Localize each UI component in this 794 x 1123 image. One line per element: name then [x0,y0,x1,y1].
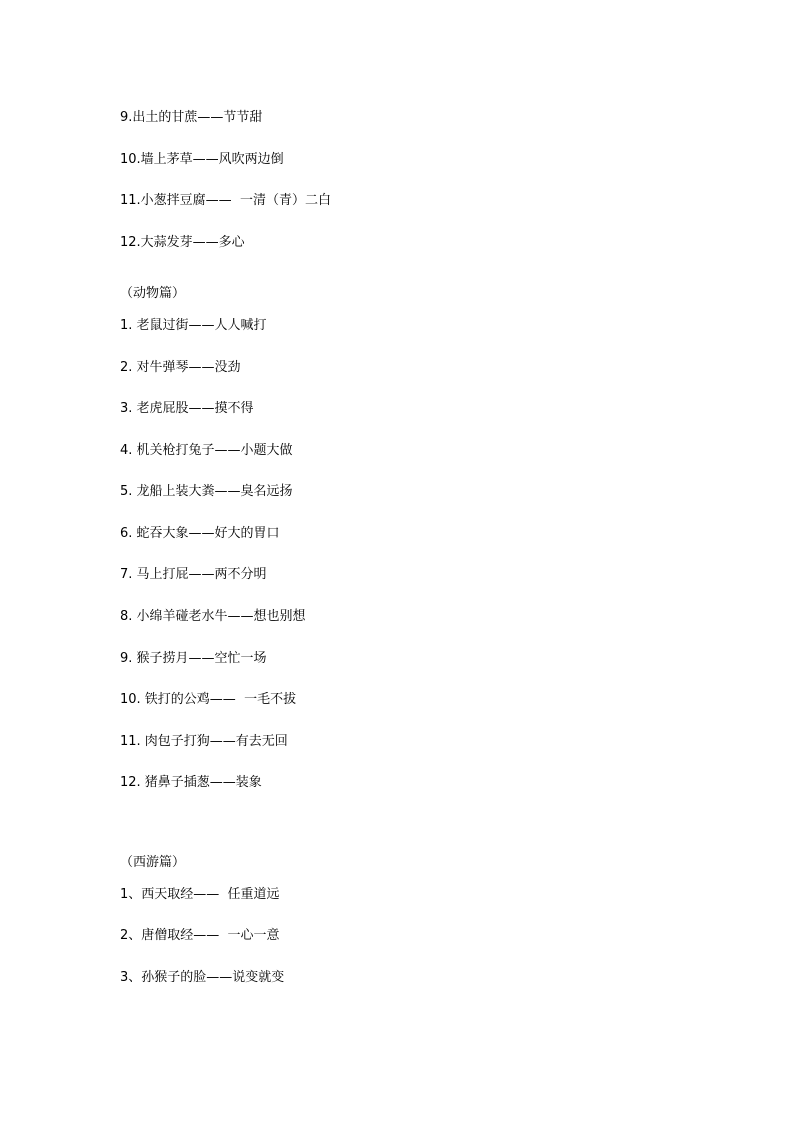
text-line: 3、孙猴子的脸——说变就变 [120,970,285,985]
text-line: 3. 老虎屁股——摸不得 [120,401,254,416]
section-heading: （西游篇） [120,855,186,870]
section-heading: （动物篇） [120,286,186,301]
text-line: 9.出土的甘蔗——节节甜 [120,110,263,125]
text-line: 2、唐僧取经—— 一心一意 [120,928,280,943]
text-line: 1、西天取经—— 任重道远 [120,887,280,902]
text-line: 6. 蛇吞大象——好大的胃口 [120,526,280,541]
text-line: 10. 铁打的公鸡—— 一毛不拔 [120,692,297,707]
text-line: 12. 猪鼻子插葱——装象 [120,775,262,790]
text-line: 11.小葱拌豆腐—— 一清（青）二白 [120,193,331,208]
text-line: 2. 对牛弹琴——没劲 [120,360,241,375]
text-line: 8. 小绵羊碰老水牛——想也别想 [120,609,306,624]
text-line: 4. 机关枪打兔子——小题大做 [120,443,293,458]
text-line: 11. 肉包子打狗——有去无回 [120,734,288,749]
text-line: 7. 马上打屁——两不分明 [120,567,267,582]
text-line: 12.大蒜发芽——多心 [120,235,245,250]
text-line: 5. 龙船上装大粪——臭名远扬 [120,484,293,499]
text-line: 1. 老鼠过街——人人喊打 [120,318,267,333]
text-line: 9. 猴子捞月——空忙一场 [120,651,267,666]
text-line: 10.墙上茅草——风吹两边倒 [120,152,284,167]
